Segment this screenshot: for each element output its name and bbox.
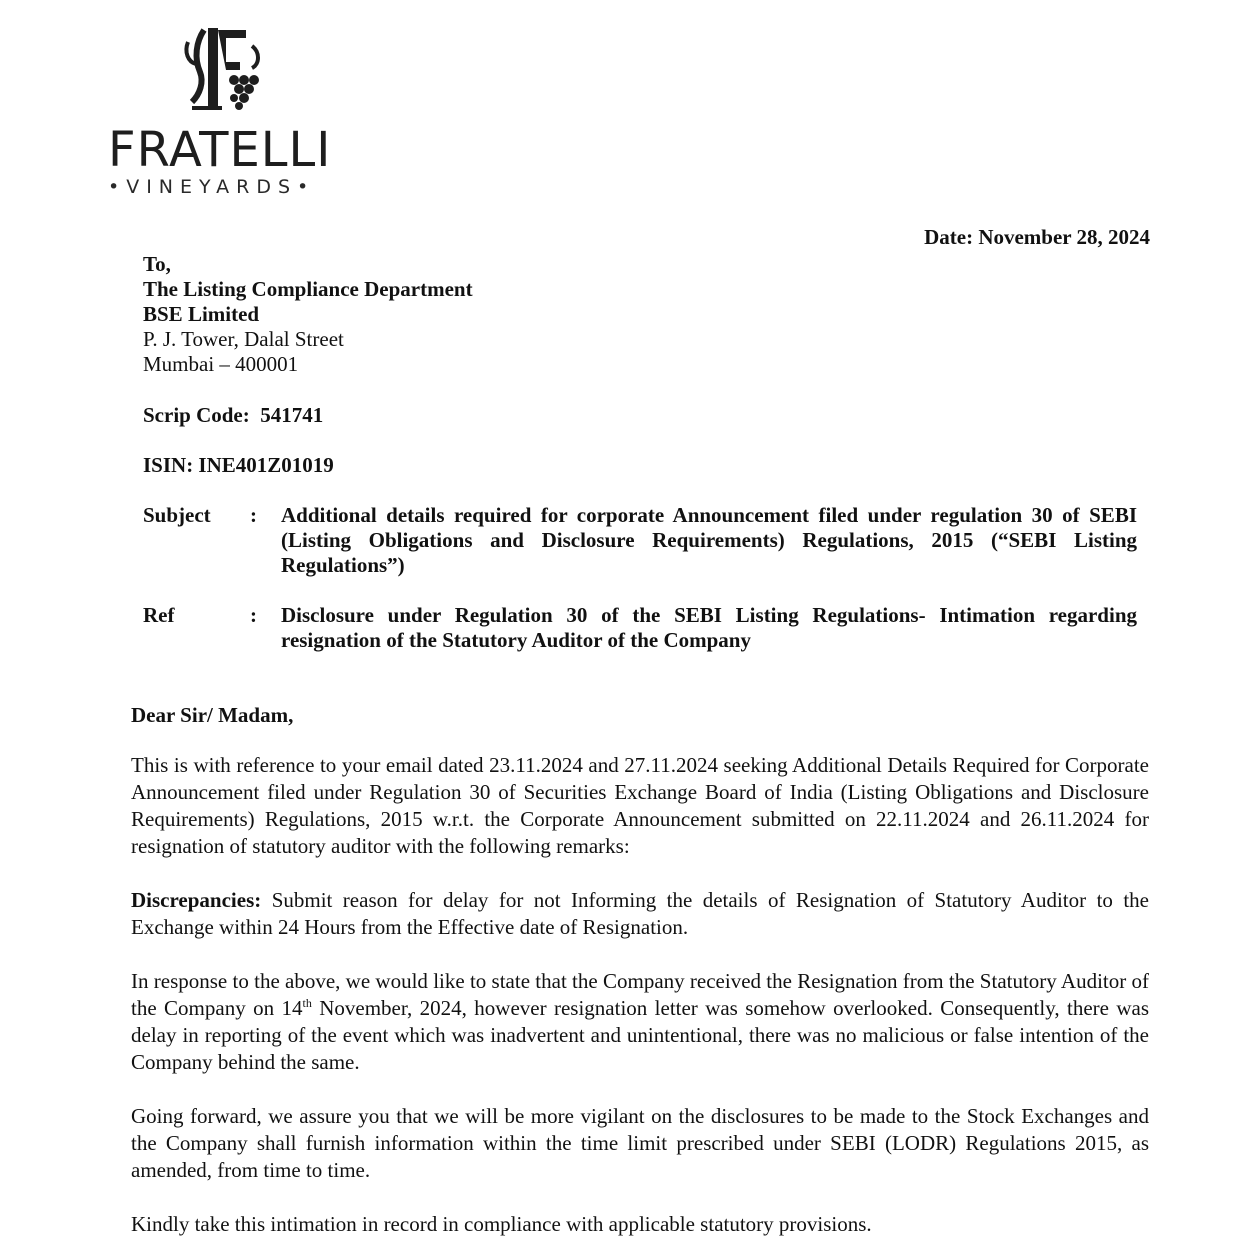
subject-row: [143, 503, 1137, 578]
isin-code: ISIN: INE401Z01019: [143, 453, 334, 477]
company-logo: [108, 22, 340, 198]
subject-label: Subject: [143, 503, 211, 527]
ref-text: Disclosure under Regulation 30 of the SEBI Listing Regulations- Intimation regarding resignation of the Statutory Auditor of the Company: [281, 603, 1137, 652]
address-salutation: To,: [143, 252, 171, 276]
subject-text: Additional details required for corporate Announcement filed under regulation 30 of SEBI (Listing Obligations and Disclosure Requirements) Regulations, 2015 (“SEBI Listing Regulations”): [281, 503, 1137, 577]
paragraph-closing: Kindly take this intimation in record in compliance with applicable statutory provisions.: [131, 1212, 872, 1236]
scrip-code: Scrip Code: 541741: [143, 403, 324, 427]
paragraph-discrepancies: [131, 887, 1149, 941]
subject-colon: :: [250, 503, 257, 527]
address-street: P. J. Tower, Dalal Street: [143, 327, 344, 351]
response-text-part1: In response to the above, we would like to state that the Company received the Resignation from the Statutory Auditor of the Company on 14: [131, 969, 1149, 1020]
paragraph-response: [131, 968, 1149, 1076]
logo-tagline: •VINEYARDS•: [108, 176, 316, 198]
greeting: Dear Sir/ Madam,: [131, 703, 294, 727]
address-department: The Listing Compliance Department: [143, 277, 473, 301]
paragraph-going-forward: Going forward, we assure you that we will be more vigilant on the disclosures to be made to the Stock Exchanges and the Company shall furnish information within the time limit prescribed under SEBI (LODR) Regulations 2015, as amended, from time to time.: [131, 1104, 1149, 1182]
recipient-address: [143, 252, 473, 377]
letter-date: Date: November 28, 2024: [924, 225, 1150, 249]
vine-emblem-icon: [182, 22, 264, 114]
address-city: Mumbai – 400001: [143, 352, 299, 376]
logo-wordmark: FRATELLI: [108, 122, 332, 178]
paragraph-reference: This is with reference to your email dated 23.11.2024 and 27.11.2024 seeking Additional Details Required for Corporate Announcement filed under Regulation 30 of Securities Exchange Board of India (Listing Obligations and Disclosure Requirements) Regulations, 2015 w.r.t. the Corporate Announcement submitted on 22.11.2024 and 26.11.2024 for resignation of statutory auditor with the following remarks:: [131, 753, 1149, 858]
discrepancies-label: Discrepancies:: [131, 888, 262, 912]
address-company: BSE Limited: [143, 302, 260, 326]
discrepancies-text: Submit reason for delay for not Informing the details of Resignation of Statutory Auditor to the Exchange within 24 Hours from the Effective date of Resignation.: [131, 888, 1149, 939]
ordinal-suffix: th: [302, 996, 312, 1010]
ref-row: [143, 603, 1137, 653]
ref-label: Ref: [143, 603, 175, 627]
ref-colon: :: [250, 603, 257, 627]
response-text-part2: November, 2024, however resignation letter was somehow overlooked. Consequently, there was delay in reporting of the event which was inadvertent and unintentional, there was no malicious or false intention of the Company behind the same.: [131, 996, 1149, 1074]
